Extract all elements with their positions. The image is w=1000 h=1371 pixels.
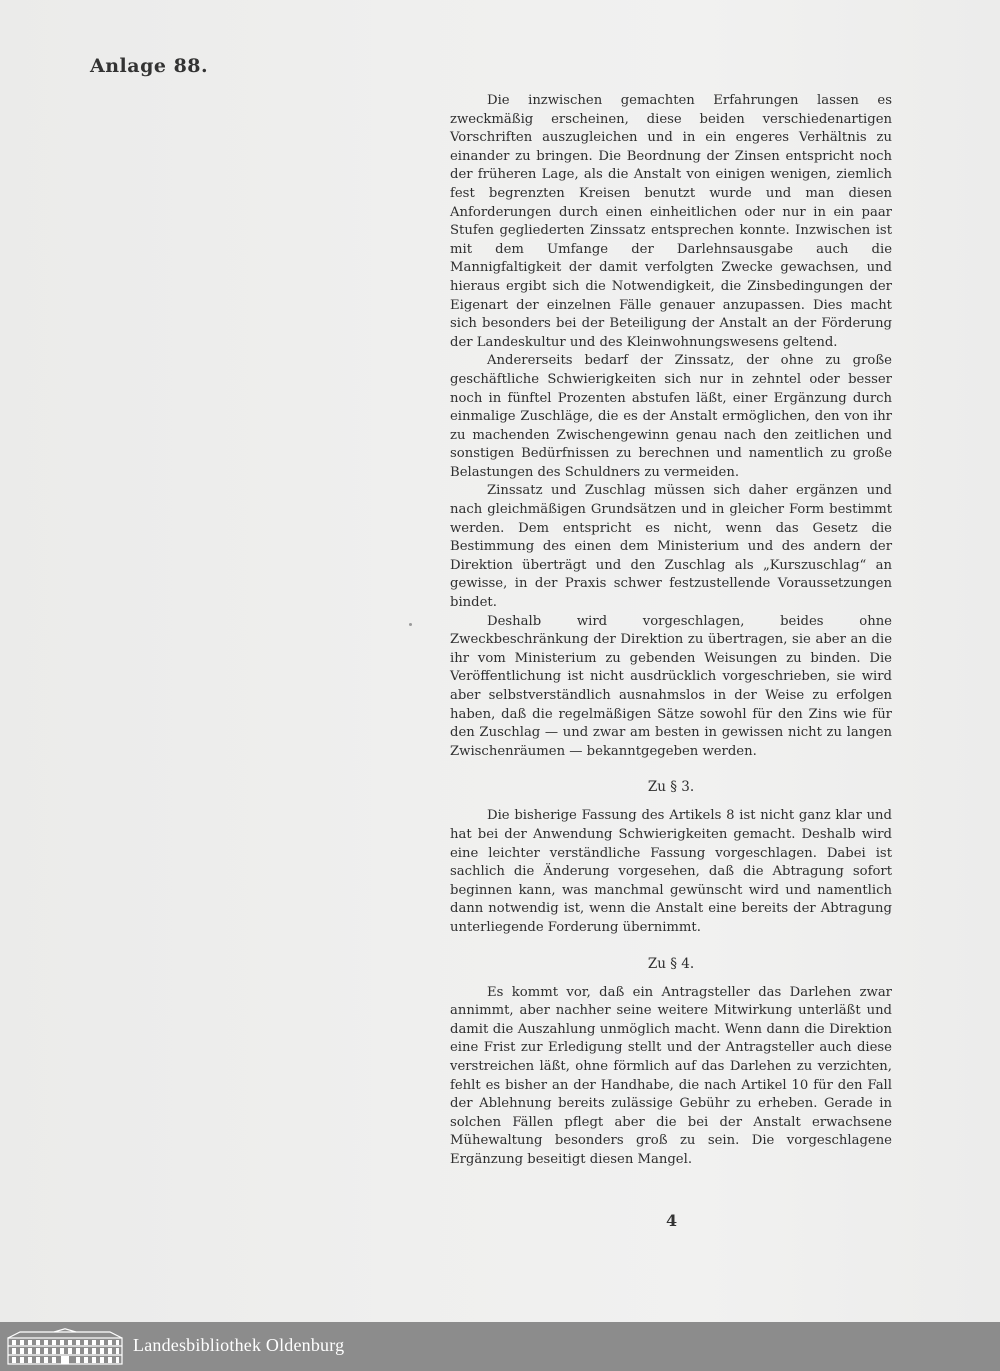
section-4-paragraph: Es kommt vor, daß ein Antragsteller das Darlehen zwar annimmt, aber nachher seine weitere Mitwirkung unterläßt und damit die Auszahlung unmöglich macht. Wenn dann die Direktion eine Frist zur Erledigung stellt und der Antragsteller auch diese verstreichen läßt, ohne förmlich auf das Darlehen zu verzichten, fehlt es bisher an der Handhabe, die nach Artikel 10 für den Fall der Ablehnung bereits zulässige Gebühr zu erheben. Gerade in solchen Fällen pflegt aber die bei der Anstalt erwachsene Mühewaltung besonders groß zu sein. Die vorgeschlagene Ergänzung beseitigt diesen Mangel. (450, 984, 892, 1167)
paragraph: Zinssatz und Zuschlag müssen sich daher ergänzen und nach gleichmäßigen Grundsätzen und in gleicher Form bestimmt werden. Dem entspricht es nicht, wenn das Gesetz die Bestimmung des einen dem Ministerium und des andern der Direktion überträgt und den Zuschlag als „Kurszuschlag“ an gewisse, in der Praxis schwer festzustellende Voraussetzungen bindet. (450, 483, 892, 611)
paragraph: Die inzwischen gemachten Erfahrungen lassen es zweckmäßig erscheinen, diese beiden verschiedenartigen Vorschriften auszugleichen und in ein engeres Verhältnis zu einander zu bringen. Die Beordnung der Zinsen entspricht noch der früheren Lage, als die Anstalt von einigen wenigen, ziemlich fest begrenzten Kreisen benutzt wurde und man diesen Anforderungen durch einen einheitlichen oder nur in ein paar Stufen gegliederten Zinssatz entsprechen konnte. Inzwischen ist mit dem Umfange der Darlehnsausgabe auch die Mannigfaltigkeit der damit verfolgten Zwecke gewachsen, und hieraus ergibt sich die Notwendigkeit, die Zinsbedingungen der Eigenart der einzelnen Fälle genauer anzupassen. Dies macht sich besonders bei der Beteiligung der Anstalt an der Förderung der Landeskultur und des Kleinwohnungswesens geltend. (450, 93, 892, 350)
scan-speck (409, 623, 412, 626)
section-heading-3: Zu § 3. (647, 779, 695, 796)
text-column (450, 92, 892, 1169)
section-3-paragraph: Die bisherige Fassung des Artikels 8 ist nicht ganz klar und hat bei der Anwendung Schwierigkeiten gemacht. Deshalb wird eine leichter verständliche Fassung vorgeschlagen. Dabei ist sachlich die Änderung vorgesehen, daß die Abtragung sofort beginnen kann, was manchmal gewünscht wird und namentlich dann notwendig ist, wenn die Anstalt eine bereits der Abtragung unterliegende Forderung übernimmt. (450, 808, 892, 935)
paragraph: Andererseits bedarf der Zinssatz, der ohne zu große geschäftliche Schwierigkeiten sich nur in zehntel oder besser noch in fünftel Prozenten abstufen läßt, einer Ergänzung durch einmalige Zuschläge, die es der Anstalt ermöglichen, den von ihr zu machenden Zwischengewinn genau nach den zeitlichen und sonstigen Bedürfnissen zu berechnen und namentlich zu große Belastungen des Schuldners zu vermeiden. (450, 353, 892, 480)
library-building-icon (6, 1328, 124, 1366)
page-header-title: Anlage 88. (90, 55, 209, 77)
paragraph: Deshalb wird vorgeschlagen, beides ohne Zweckbeschränkung der Direktion zu übertragen, sie aber an die ihr vom Ministerium zu gebenden Weisungen zu binden. Die Veröffentlichung ist nicht ausdrücklich vorgeschrieben, sie wird aber selbstverständlich ausnahmslos in der Weise zu erfolgen haben, daß die regelmäßigen Sätze sowohl für den Zins wie für den Zuschlag — und zwar am besten in gewissen nicht zu langen Zwischenräumen — bekanntgegeben werden. (450, 613, 892, 759)
library-footer-bar (0, 1322, 1000, 1371)
library-name: Landesbibliothek Oldenburg (133, 1335, 345, 1355)
section-heading-4: Zu § 4. (647, 955, 695, 972)
page-number: 4 (666, 1211, 678, 1230)
